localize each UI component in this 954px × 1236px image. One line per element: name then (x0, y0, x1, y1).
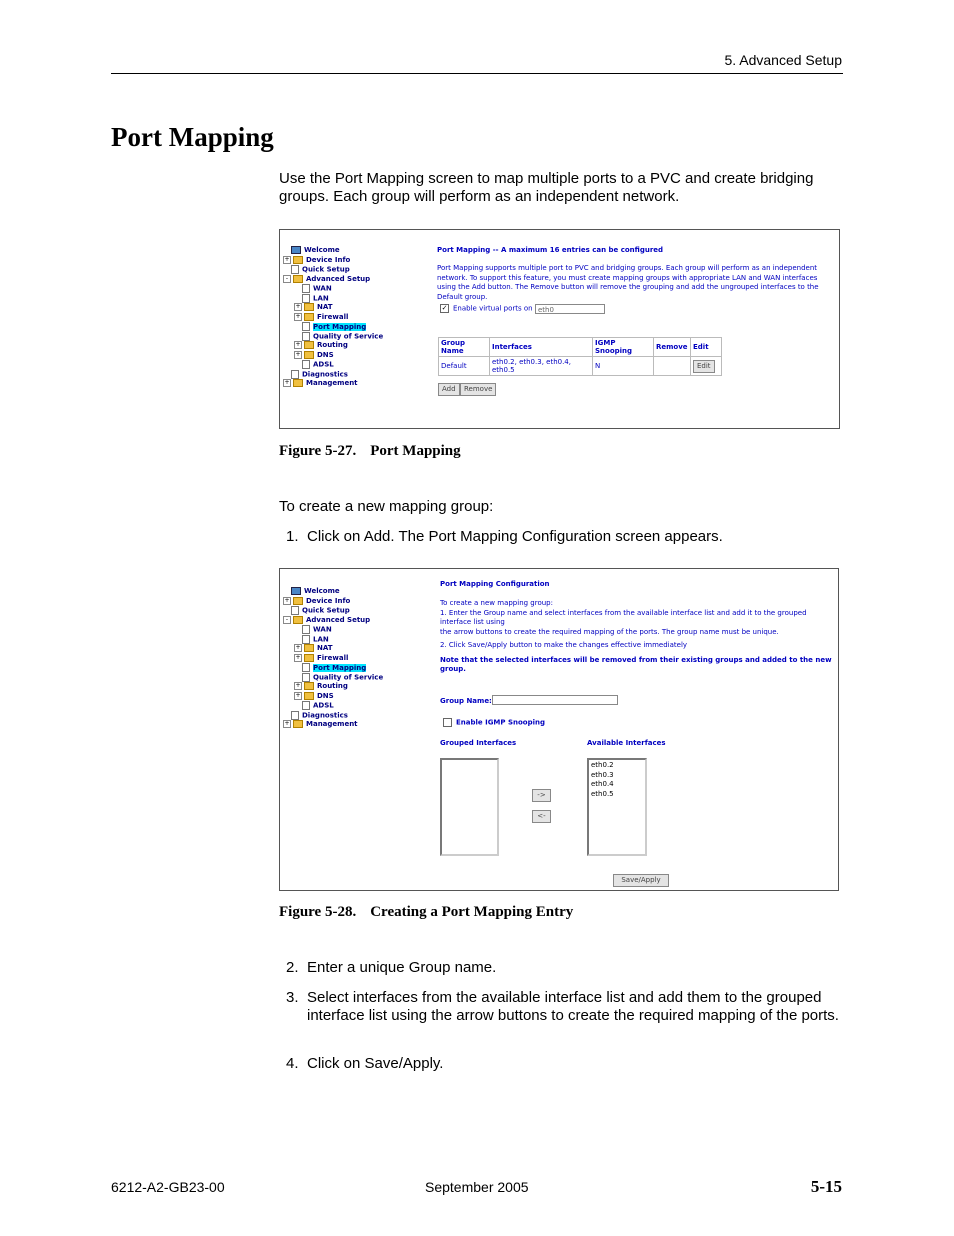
header-remove: Remove (654, 338, 691, 357)
step-text: Click on Add. The Port Mapping Configuration screen appears. (307, 528, 723, 545)
tree-item[interactable] (283, 246, 383, 256)
grouped-interfaces-label: Grouped Interfaces (440, 739, 517, 747)
tree-item-label[interactable]: WAN (313, 625, 332, 634)
tree-item[interactable] (283, 322, 383, 332)
tree-item-label[interactable]: ADSL (313, 701, 334, 710)
expand-icon[interactable]: + (295, 644, 301, 651)
tree-item[interactable] (283, 341, 383, 351)
igmp-snooping-checkbox[interactable] (443, 718, 452, 727)
panel-title: Port Mapping -- A maximum 16 entries can be configured (437, 246, 664, 254)
tree-item[interactable] (283, 644, 383, 654)
cell-edit (691, 357, 722, 376)
cell-interfaces: eth0.2, eth0.3, eth0.4, eth0.5 (490, 357, 593, 376)
expand-icon[interactable]: + (284, 720, 290, 727)
tree-item-label[interactable]: Quick Setup (302, 606, 350, 615)
page-number: 5-15 (810, 1177, 842, 1196)
folder-icon (304, 682, 314, 690)
tree-item[interactable] (283, 635, 383, 645)
page-icon (302, 322, 310, 331)
folder-icon (293, 256, 303, 264)
list-item[interactable]: eth0.4 (591, 780, 614, 788)
list-item[interactable]: eth0.2 (591, 761, 614, 769)
tree-item[interactable] (283, 625, 383, 635)
tree-item[interactable] (283, 256, 383, 266)
expand-icon[interactable]: + (295, 341, 301, 348)
page-icon (302, 284, 310, 293)
add-to-group-arrow-button[interactable]: -> (532, 789, 551, 802)
instruction-line: 2. Click Save/Apply button to make the changes effective immediately (440, 641, 688, 649)
tree-item-label[interactable]: Port Mapping (313, 663, 367, 672)
tree-item[interactable] (283, 265, 383, 275)
step-number: 2. (286, 959, 299, 976)
tree-item-label[interactable]: Routing (317, 341, 348, 349)
table-header-row (439, 338, 722, 357)
enable-virtual-ports-label: Enable virtual ports on (453, 304, 533, 313)
page-icon (302, 625, 310, 634)
page-title: Port Mapping (111, 122, 274, 152)
group-name-label: Group Name: (440, 697, 492, 705)
port-mapping-table (438, 337, 722, 376)
footer-date: September 2005 (425, 1179, 529, 1195)
folder-icon (293, 616, 303, 624)
cell-group: Default (439, 357, 490, 376)
tree-item-label[interactable]: DNS (317, 691, 334, 700)
cell-remove (654, 357, 691, 376)
tree-item[interactable] (283, 606, 383, 616)
config-panel-title: Port Mapping Configuration (440, 580, 550, 588)
tree-item-label[interactable]: LAN (313, 294, 329, 302)
tree-item-label[interactable]: Firewall (317, 653, 349, 662)
tree-item-label[interactable]: Welcome (304, 246, 340, 254)
expand-icon[interactable]: + (284, 255, 290, 263)
folder-icon (293, 597, 303, 605)
list-item[interactable]: eth0.5 (591, 789, 614, 798)
grouped-interfaces-list[interactable] (440, 758, 499, 856)
tree-item[interactable] (283, 587, 383, 597)
header-interfaces: Interfaces (490, 338, 593, 357)
tree-item-label[interactable]: NAT (317, 644, 333, 652)
igmp-snooping-label: Enable IGMP Snooping (456, 718, 546, 727)
page-icon (291, 711, 299, 720)
igmp-snooping-row (443, 718, 545, 728)
footer-doc-id: 6212-A2-GB23-00 (111, 1179, 225, 1195)
tree-item[interactable] (283, 294, 383, 304)
instruction-line: the arrow buttons to create the required mapping of the ports. The group name must be unique. (440, 627, 779, 636)
folder-icon (293, 720, 303, 728)
remove-button[interactable]: Remove (460, 383, 496, 396)
tree-item[interactable] (283, 682, 383, 692)
tree-item-label[interactable]: Quick Setup (302, 265, 350, 274)
tree-item-label[interactable]: LAN (313, 635, 329, 643)
tree-item[interactable] (283, 692, 383, 702)
folder-icon (304, 313, 314, 321)
available-interfaces-list[interactable] (587, 758, 647, 856)
nav-tree (283, 587, 383, 730)
page-icon (302, 673, 310, 682)
tree-item-label[interactable]: Firewall (317, 312, 349, 321)
remove-from-group-arrow-button[interactable]: <- (532, 810, 551, 823)
folder-icon (304, 692, 314, 700)
step-text: Click on Save/Apply. (307, 1055, 444, 1072)
list-item[interactable]: eth0.3 (591, 770, 614, 779)
expand-icon[interactable]: + (295, 312, 301, 320)
intro-paragraph: Use the Port Mapping screen to map multiple ports to a PVC and create bridging groups. Each group will perform as an independent network. (279, 170, 814, 205)
tree-item-label[interactable]: Device Info (306, 255, 351, 264)
figure-number: Figure 5-27. (279, 443, 357, 459)
table-row (439, 357, 722, 376)
page-icon (291, 606, 299, 615)
figure-title: Port Mapping (370, 443, 461, 459)
tree-item-label[interactable]: Diagnostics (302, 711, 348, 719)
folder-icon (293, 379, 303, 387)
tree-item-label[interactable]: Management (306, 379, 358, 387)
instruction-line: 1. Enter the Group name and select interfaces from the available interface list and add it to the grouped interface list using (440, 608, 807, 626)
header-igmp: IGMP Snooping (593, 338, 654, 357)
tree-item[interactable] (283, 616, 383, 626)
save-apply-button[interactable]: Save/Apply (613, 874, 669, 887)
tree-item[interactable] (283, 332, 383, 342)
figure-caption-1 (279, 443, 461, 460)
page-icon (302, 701, 310, 710)
add-button[interactable]: Add (438, 383, 460, 396)
globe-icon (291, 587, 301, 595)
page-icon (302, 663, 310, 672)
tree-item-label[interactable]: Port Mapping (313, 322, 367, 331)
cell-igmp: N (593, 357, 654, 376)
expand-icon[interactable]: + (295, 350, 301, 358)
tree-item-label[interactable]: Welcome (304, 587, 340, 595)
globe-icon (291, 246, 301, 254)
tree-item-label[interactable]: Quality of Service (313, 673, 384, 681)
port-mapping-config-screenshot (279, 568, 839, 891)
enable-virtual-ports-checkbox[interactable]: ✓ (441, 304, 448, 312)
expand-icon[interactable]: + (284, 596, 290, 604)
figure-caption-2 (279, 904, 573, 921)
folder-icon (304, 351, 314, 359)
nav-tree (283, 246, 383, 389)
header-group-name: Group Name (439, 338, 490, 357)
page-icon (291, 265, 299, 274)
available-interfaces-label: Available Interfaces (587, 739, 666, 747)
tree-item-label[interactable]: Routing (317, 682, 348, 690)
tree-item-label[interactable]: Device Info (306, 596, 351, 605)
tree-item-label[interactable]: Advanced Setup (306, 615, 371, 624)
edit-button[interactable]: Edit (693, 360, 715, 373)
figure-title: Creating a Port Mapping Entry (370, 904, 574, 920)
folder-icon (293, 275, 303, 283)
step-number: 1. (286, 528, 299, 545)
page-icon (302, 360, 310, 369)
page-icon (291, 370, 299, 379)
step-text: Enter a unique Group name. (307, 959, 497, 976)
tree-item[interactable] (283, 303, 383, 313)
tree-item-label[interactable]: ADSL (313, 360, 334, 369)
folder-icon (304, 654, 314, 662)
tree-item[interactable] (283, 370, 383, 380)
tree-item[interactable] (283, 360, 383, 370)
tree-item[interactable] (283, 701, 383, 711)
expand-icon[interactable]: + (284, 379, 290, 386)
tree-item-label[interactable]: Quality of Service (313, 332, 384, 340)
collapse-icon[interactable]: - (283, 275, 291, 283)
collapse-icon[interactable]: - (283, 616, 291, 624)
tree-item[interactable] (283, 663, 383, 673)
page-icon (302, 332, 310, 341)
tree-item-label[interactable]: Advanced Setup (306, 274, 371, 283)
figure-number: Figure 5-28. (279, 904, 357, 920)
tree-item[interactable] (283, 379, 383, 389)
tree-item[interactable] (283, 313, 383, 323)
step-number: 3. (286, 989, 299, 1006)
expand-icon[interactable]: + (295, 691, 301, 699)
folder-icon (304, 644, 314, 652)
folder-icon (304, 341, 314, 349)
tree-item[interactable] (283, 720, 383, 730)
running-header: 5. Advanced Setup (724, 52, 842, 68)
config-instructions (440, 599, 835, 675)
instruction-line: To create a new mapping group: (440, 599, 553, 607)
port-mapping-screenshot (279, 229, 840, 429)
steps-intro: To create a new mapping group: (279, 498, 494, 515)
tree-item-label[interactable]: WAN (313, 284, 332, 293)
tree-item[interactable] (283, 654, 383, 664)
group-name-input[interactable] (492, 695, 618, 705)
virtual-ports-input[interactable]: eth0 (535, 304, 605, 314)
tree-item[interactable] (283, 597, 383, 607)
expand-icon[interactable]: + (295, 303, 301, 310)
header-rule (111, 73, 843, 74)
folder-icon (304, 303, 314, 311)
tree-item-label[interactable]: Management (306, 720, 358, 728)
header-edit: Edit (691, 338, 722, 357)
enable-virtual-ports-row (440, 304, 533, 314)
tree-item[interactable] (283, 275, 383, 285)
tree-item-label[interactable]: DNS (317, 350, 334, 359)
tree-item[interactable] (283, 351, 383, 361)
page-icon (302, 635, 310, 644)
tree-item[interactable] (283, 711, 383, 721)
expand-icon[interactable]: + (295, 682, 301, 689)
tree-item[interactable] (283, 284, 383, 294)
tree-item-label[interactable]: NAT (317, 303, 333, 311)
page-icon (302, 294, 310, 303)
panel-description: Port Mapping supports multiple port to PVC and bridging groups. Each group will perform as an independent network. To support this feature, you must create mapping groups with appropriate LAN and WAN interfaces using the Add button. The Remove button will remove the grouping and add the ungrouped interfaces to the Default group. (437, 264, 819, 301)
note-text: Note that the selected interfaces will be removed from their existing groups and added to the new group. (440, 655, 832, 673)
step-text: Select interfaces from the available interface list and add them to the grouped interface list using the arrow buttons to create the required mapping of the ports. (307, 989, 839, 1024)
expand-icon[interactable]: + (295, 653, 301, 661)
tree-item[interactable] (283, 673, 383, 683)
tree-item-label[interactable]: Diagnostics (302, 370, 348, 378)
step-number: 4. (286, 1055, 299, 1072)
